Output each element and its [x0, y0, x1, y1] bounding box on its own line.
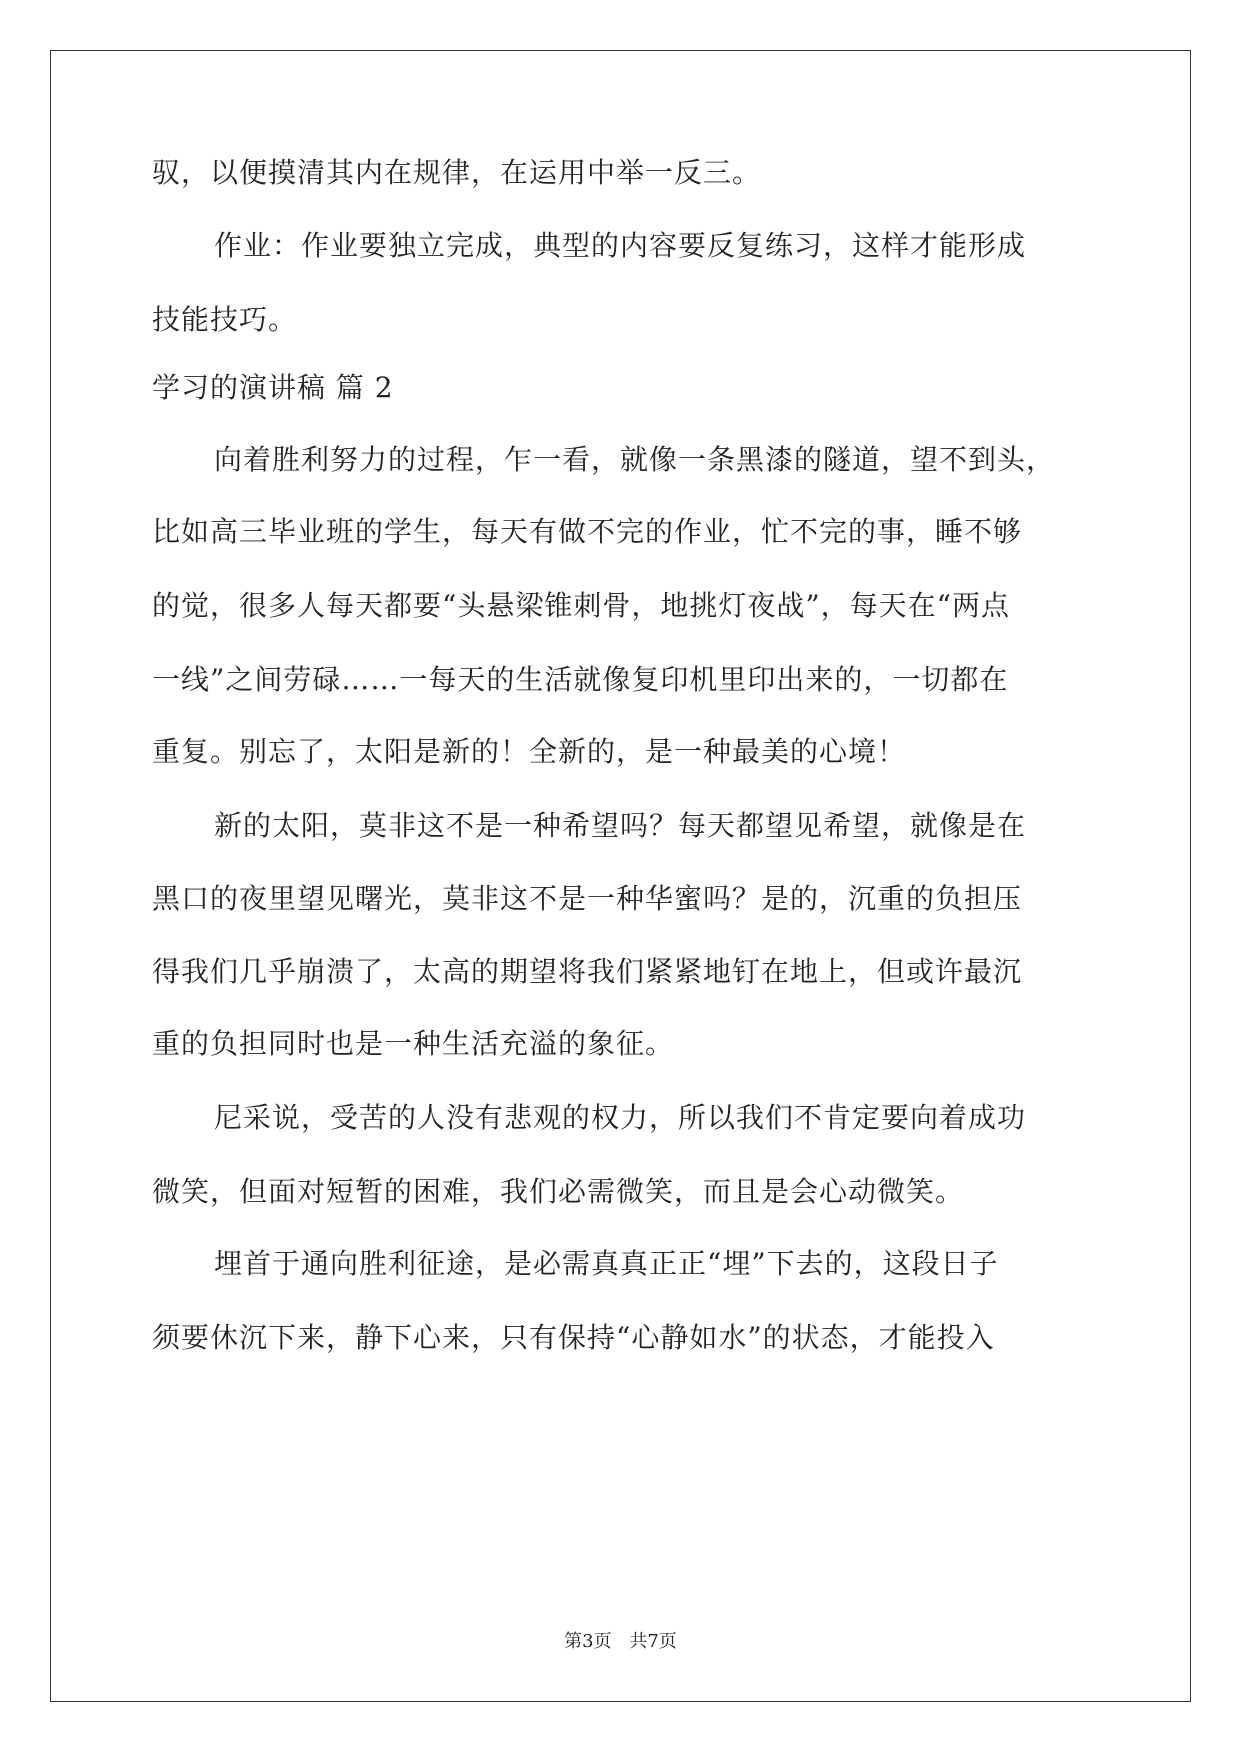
paragraph-line: 得我们几乎崩溃了，太高的期望将我们紧紧地钉在地上，但或许最沉	[152, 955, 1023, 988]
page-footer	[0, 1630, 1241, 1654]
paragraph-line: 埋首于通向胜利征途，是必需真真正正“埋”下去的，这段日子	[214, 1247, 999, 1280]
page-number-total: 共7页	[629, 1631, 677, 1652]
page-number-current: 第3页	[564, 1631, 612, 1652]
paragraph-line: 重复。别忘了，太阳是新的！全新的，是一种最美的心境！	[152, 735, 907, 768]
paragraph-line: 技能技巧。	[152, 303, 298, 336]
paragraph-line: 尼采说，受苦的人没有悲观的权力，所以我们不肯定要向着成功	[214, 1101, 1027, 1134]
paragraph-line: 须要休沉下来，静下心来，只有保持“心静如水”的状态，才能投入	[152, 1321, 995, 1354]
paragraph-line: 向着胜利努力的过程，乍一看，就像一条黑漆的隧道，望不到头，	[214, 443, 1056, 476]
paragraph-line: 一线”之间劳碌……一每天的生活就像复印机里印出来的，一切都在	[152, 663, 1009, 696]
paragraph-line: 驭，以便摸清其内在规律，在运用中举一反三。	[152, 156, 762, 189]
paragraph-line: 比如高三毕业班的学生，每天有做不完的作业，忙不完的事，睡不够	[152, 515, 1023, 548]
paragraph-line: 作业：作业要独立完成，典型的内容要反复练习，这样才能形成	[214, 229, 1027, 262]
page-border	[50, 50, 1191, 1702]
paragraph-line: 黑口的夜里望见曙光，莫非这不是一种华蜜吗？是的，沉重的负担压	[152, 882, 1023, 915]
paragraph-line: 微笑，但面对短暂的困难，我们必需微笑，而且是会心动微笑。	[152, 1175, 965, 1208]
paragraph-line: 的觉，很多人每天都要“头悬梁锥刺骨，地挑灯夜战”，每天在“两点	[152, 589, 1010, 622]
section-heading: 学习的演讲稿 篇 2	[152, 371, 394, 404]
paragraph-line: 重的负担同时也是一种生活充溢的象征。	[152, 1027, 675, 1060]
paragraph-line: 新的太阳，莫非这不是一种希望吗？每天都望见希望，就像是在	[214, 809, 1027, 842]
